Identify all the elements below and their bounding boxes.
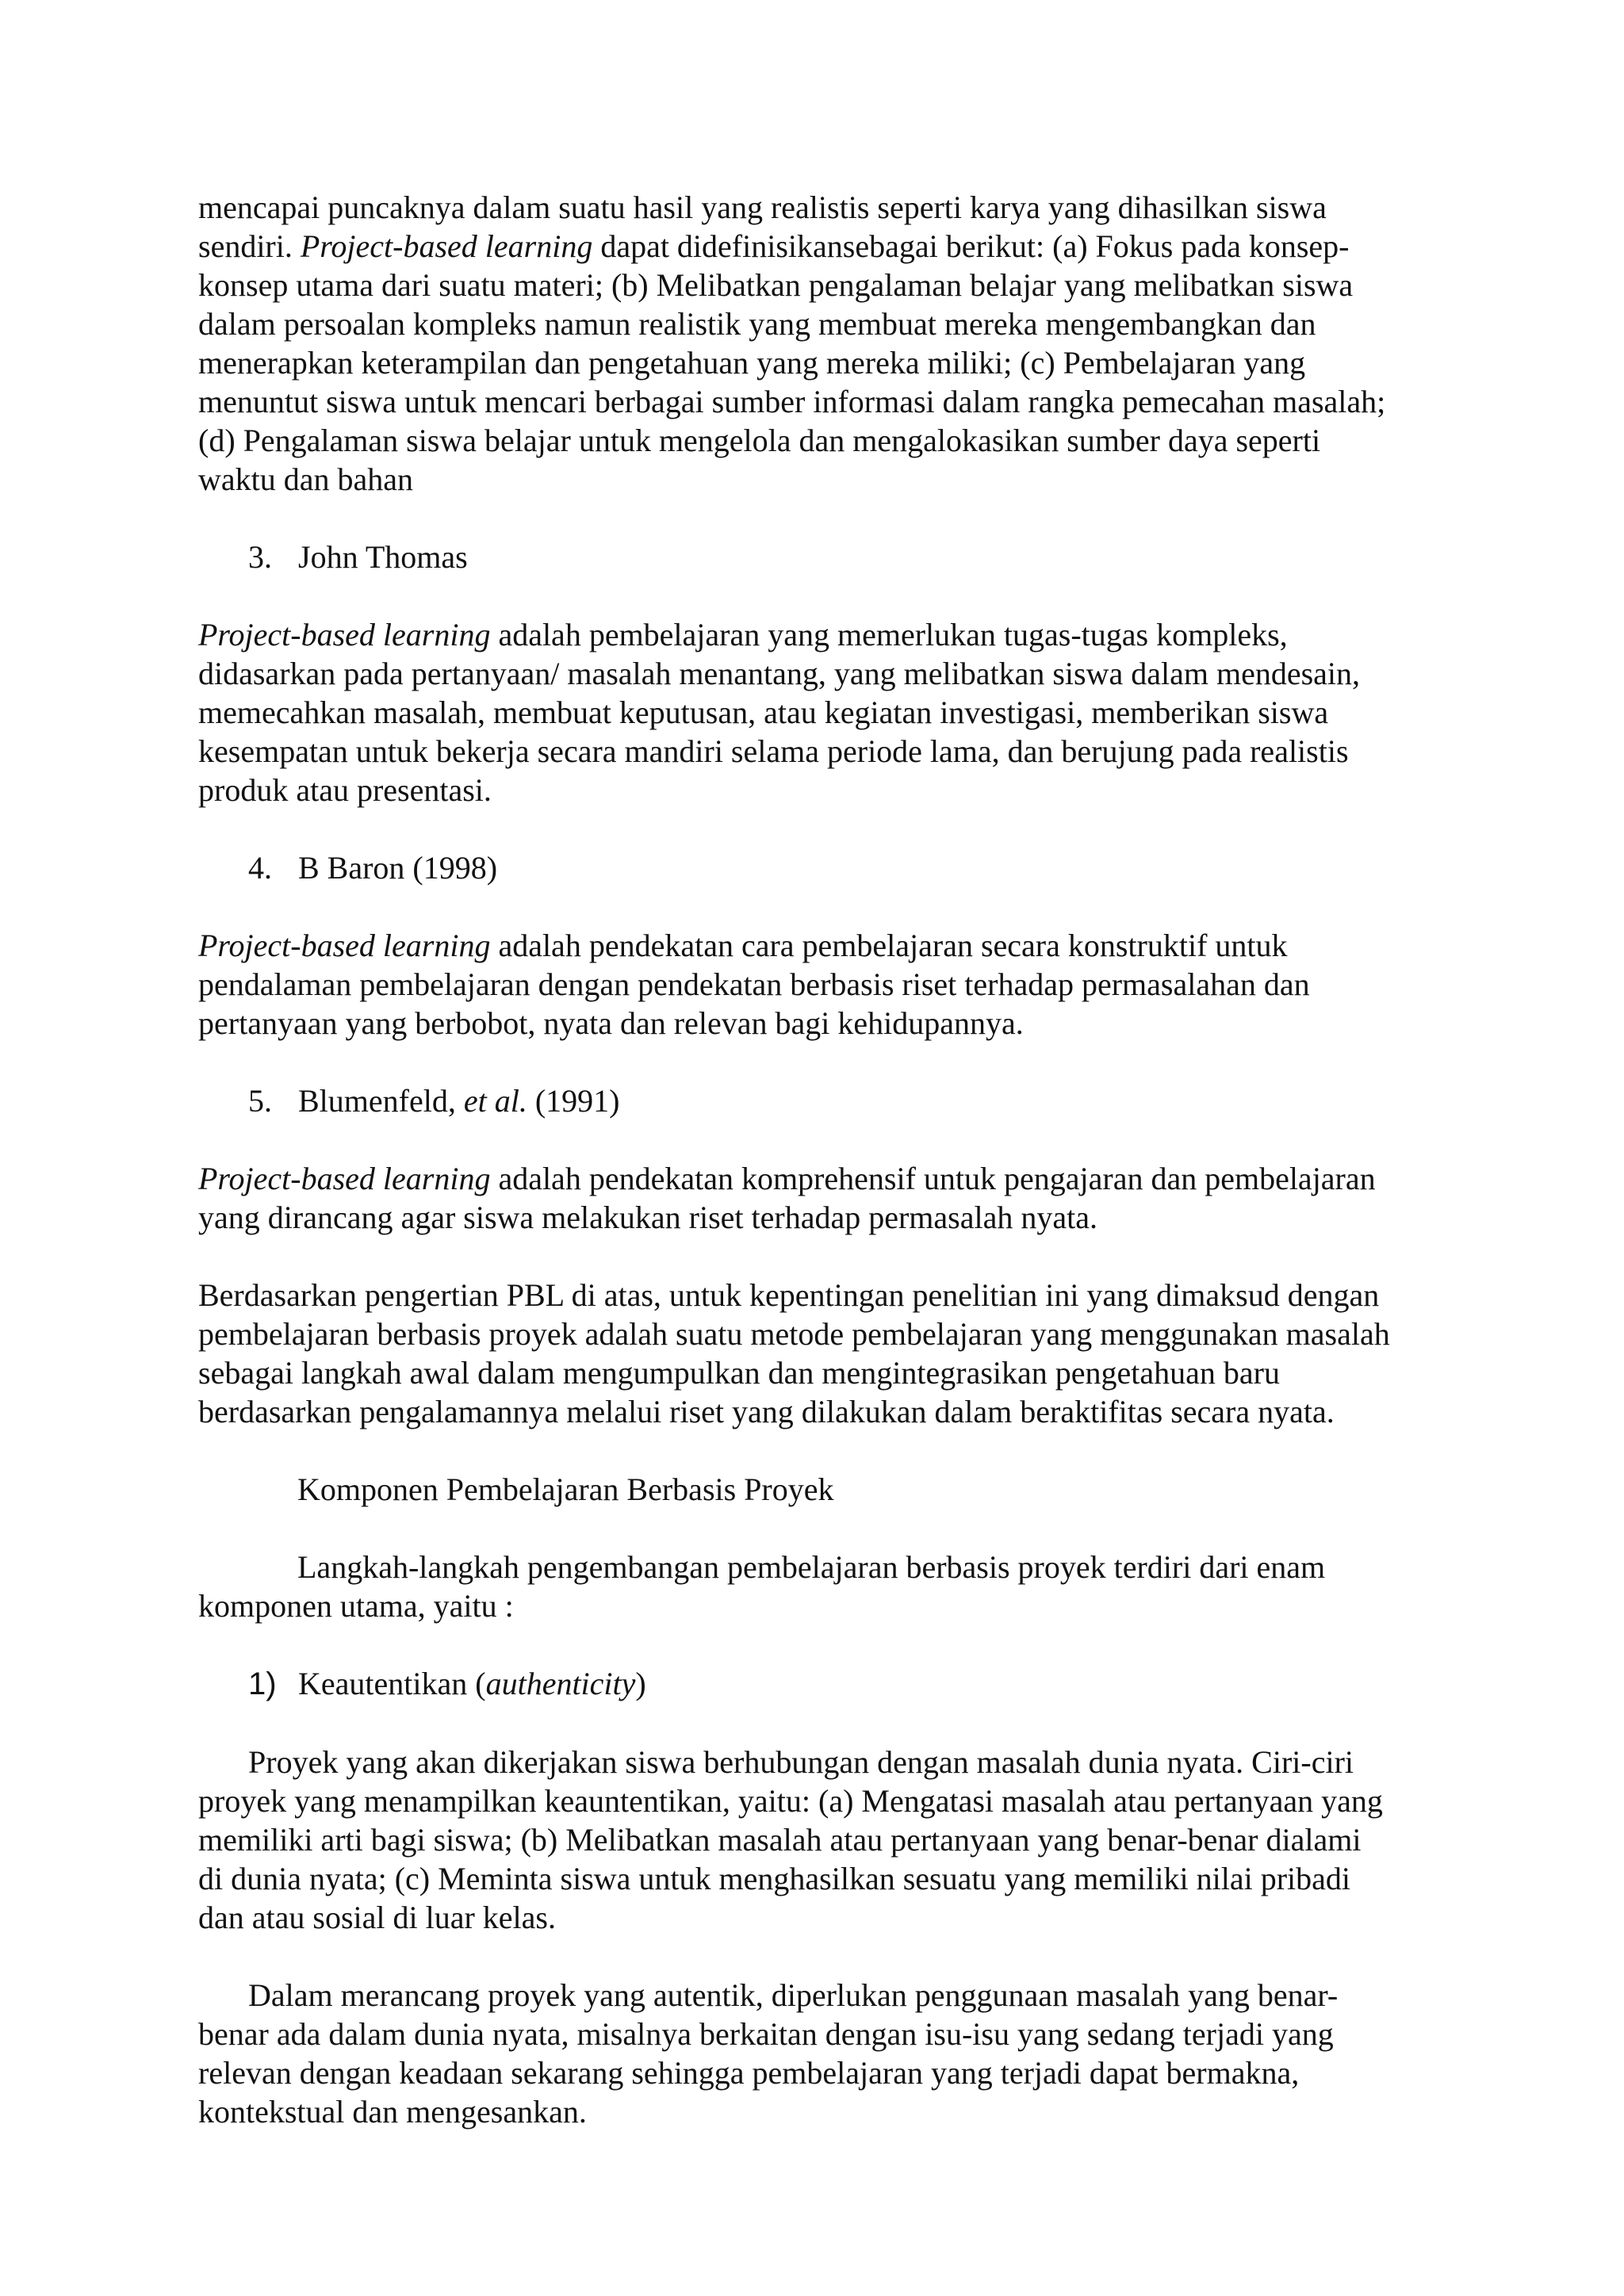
text-line: produk atau presentasi.: [198, 772, 492, 808]
section-heading-b-baron: [198, 848, 1435, 887]
text-line: Proyek yang akan dikerjakan siswa berhubungan dengan masalah dunia nyata. Ciri-ciri: [248, 1744, 1354, 1780]
text-line: komponen utama, yaitu :: [198, 1588, 514, 1624]
italic-term: Project-based learning: [300, 228, 593, 264]
list-number: 3.: [248, 539, 272, 575]
definition-paragraph: [198, 1159, 1435, 1237]
text-line: pembelajaran berbasis proyek adalah suatu metode pembelajaran yang menggunakan masalah: [198, 1316, 1390, 1352]
text-line: Berdasarkan pengertian PBL di atas, untuk kepentingan penelitian ini yang dimaksud dengan: [198, 1277, 1380, 1313]
list-number: 5.: [248, 1083, 272, 1119]
text-line: dan atau sosial di luar kelas.: [198, 1900, 556, 1935]
text-line: memiliki arti bagi siswa; (b) Melibatkan masalah atau pertanyaan yang benar-benar dialami: [198, 1822, 1362, 1858]
design-paragraph: [198, 1976, 1435, 2131]
langkah-paragraph: [198, 1548, 1435, 1625]
item-label-italic: authenticity: [485, 1666, 636, 1701]
italic-term: Project-based learning: [198, 928, 491, 963]
heading-year: (1991): [534, 1083, 620, 1119]
intro-paragraph: [198, 188, 1435, 499]
text-line: pertanyaan yang berbobot, nyata dan relevan bagi kehidupannya.: [198, 1005, 1024, 1041]
text-line: kesempatan untuk bekerja secara mandiri selama periode lama, dan berujung pada realistis: [198, 733, 1349, 769]
text-line: waktu dan bahan: [198, 461, 414, 497]
conclusion-paragraph: [198, 1276, 1435, 1431]
text-line: relevan dengan keadaan sekarang sehingga pembelajaran yang terjadi dapat bermakna,: [198, 2055, 1300, 2091]
text-line: Dalam merancang proyek yang autentik, diperlukan penggunaan masalah yang benar-: [248, 1977, 1339, 2013]
text-line: didasarkan pada pertanyaan/ masalah menantang, yang melibatkan siswa dalam mendesain,: [198, 656, 1361, 691]
text-line: sendiri. Project-based learning dapat didefinisikansebagai berikut: (a) Fokus pada konsep-: [198, 228, 1350, 264]
heading-text: B Baron (1998): [298, 850, 498, 886]
text-line: Langkah-langkah pengembangan pembelajaran berbasis proyek terdiri dari enam: [297, 1549, 1326, 1585]
list-number: 1): [248, 1667, 277, 1701]
item-keautentikan: 1) Keautentikan (authenticity): [198, 1664, 1435, 1704]
text-line: dalam persoalan kompleks namun realistik yang membuat mereka mengembangkan dan: [198, 306, 1316, 342]
text-line: menuntut siswa untuk mencari berbagai sumber informasi dalam rangka pemecahan masalah;: [198, 384, 1386, 419]
section-heading-blumenfeld: [198, 1081, 1435, 1120]
komponen-heading: Komponen Pembelajaran Berbasis Proyek: [297, 1471, 834, 1507]
item-label: Keautentikan: [298, 1666, 468, 1701]
heading-italic: et al.: [463, 1083, 527, 1119]
text-line: proyek yang menampilkan keauntentikan, yaitu: (a) Mengatasi masalah atau pertanyaan yang: [198, 1783, 1383, 1819]
text-line: menerapkan keterampilan dan pengetahuan yang mereka miliki; (c) Pembelajaran yang: [198, 345, 1306, 381]
list-number: 4.: [248, 850, 272, 886]
text-line: yang dirancang agar siswa melakukan riset terhadap permasalah nyata.: [198, 1200, 1097, 1235]
text-line: sebagai langkah awal dalam mengumpulkan dan mengintegrasikan pengetahuan baru: [198, 1355, 1280, 1391]
text-line: di dunia nyata; (c) Meminta siswa untuk menghasilkan sesuatu yang memiliki nilai pribadi: [198, 1861, 1351, 1896]
text-line: kontekstual dan mengesankan.: [198, 2094, 587, 2130]
text-line: (d) Pengalaman siswa belajar untuk mengelola dan mengalokasikan sumber daya seperti: [198, 423, 1321, 458]
definition-paragraph: [198, 926, 1435, 1043]
italic-term: Project-based learning: [198, 1161, 491, 1196]
text-line: konsep utama dari suatu materi; (b) Melibatkan pengalaman belajar yang melibatkan siswa: [198, 267, 1354, 303]
text-line: Project-based learning adalah pembelajaran yang memerlukan tugas-tugas kompleks,: [198, 617, 1288, 652]
section-heading-john-thomas: [198, 538, 1435, 576]
heading-text: Blumenfeld,: [298, 1083, 456, 1119]
authenticity-paragraph: [198, 1743, 1435, 1937]
page-content: [198, 188, 1435, 2131]
definition-paragraph: [198, 615, 1435, 809]
heading-text: John Thomas: [298, 539, 468, 575]
text-line: pendalaman pembelajaran dengan pendekatan berbasis riset terhadap permasalahan dan: [198, 966, 1310, 1002]
text-line: Project-based learning adalah pendekatan komprehensif untuk pengajaran dan pembelajaran: [198, 1161, 1376, 1196]
italic-term: Project-based learning: [198, 617, 491, 652]
text-line: benar ada dalam dunia nyata, misalnya berkaitan dengan isu-isu yang sedang terjadi yang: [198, 2016, 1334, 2052]
text-line: Project-based learning adalah pendekatan cara pembelajaran secara konstruktif untuk: [198, 928, 1288, 963]
text-line: memecahkan masalah, membuat keputusan, atau kegiatan investigasi, memberikan siswa: [198, 695, 1329, 730]
text-line: berdasarkan pengalamannya melalui riset yang dilakukan dalam beraktifitas secara nyata.: [198, 1394, 1335, 1429]
text-line: mencapai puncaknya dalam suatu hasil yang realistis seperti karya yang dihasilkan siswa: [198, 189, 1327, 225]
